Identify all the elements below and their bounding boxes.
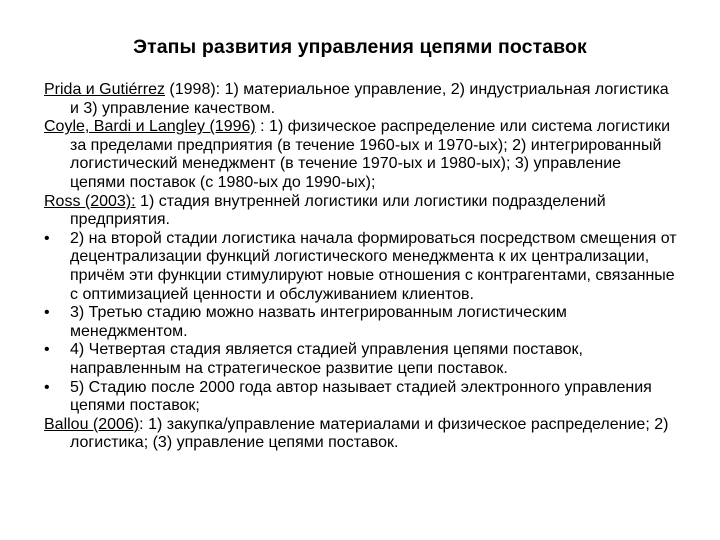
paragraph-ross bbox=[44, 193, 680, 230]
paragraph-text: : 1) физическое распределение или система логистики за пределами предприятия (в течение 1960-ых и 1970-ых); 2) интегрированный логистический менеджмент (в течение 1970-ых и 1980-ых); 3) управление цепями поставок (с 1980-ых до 1990-ых); bbox=[70, 118, 671, 191]
paragraph-prida bbox=[44, 81, 680, 118]
paragraph-text: (1998): 1) материальное управление, 2) индустриальная логистика и 3) управление качеством. bbox=[70, 81, 669, 117]
bullet-text: 2) на второй стадии логистика начала формироваться посредством смещения от децентрализации функций логистического менеджмента к их централизации, причём эти функции стимулируют новые отношения с контрагентами, связанные с оптимизацией ценности и обслуживанием клиентов. bbox=[70, 229, 677, 303]
slide-title: Этапы развития управления цепями поставок bbox=[133, 36, 587, 58]
bullet-dot-icon: • bbox=[44, 341, 50, 359]
paragraph-coyle bbox=[44, 118, 680, 192]
paragraph-text: 1) стадия внутренней логистики или логистики подразделений предприятия. bbox=[70, 192, 606, 229]
slide-content bbox=[44, 81, 680, 453]
paragraph-ballou bbox=[44, 416, 680, 453]
author-reference: Ballou (2006) bbox=[44, 415, 140, 433]
bullet-text: 4) Четвертая стадия является стадией управления цепями поставок, направленным на стратегическое развитие цепи поставок. bbox=[70, 341, 583, 377]
bullet-text: 3) Третью стадию можно назвать интегрированным логистическим менеджментом. bbox=[70, 304, 567, 340]
bullet-dot-icon: • bbox=[44, 378, 50, 396]
bullet-item bbox=[44, 304, 680, 341]
bullet-item bbox=[44, 379, 680, 416]
bullet-item bbox=[44, 230, 680, 304]
bullet-dot-icon: • bbox=[44, 304, 50, 322]
bullet-item bbox=[44, 341, 680, 378]
author-reference: Ross (2003): bbox=[44, 192, 136, 210]
author-reference: Prida и Gutiérrez bbox=[44, 81, 165, 98]
paragraph-text: : 1) закупка/управление материалами и физическое распределение; 2) логистика; (3) управление цепями поставок. bbox=[70, 415, 669, 452]
bullet-dot-icon: • bbox=[44, 229, 50, 247]
author-reference: Coyle, Bardi и Langley (1996) bbox=[44, 118, 256, 136]
bullet-text: 5) Стадию после 2000 года автор называет стадией электронного управления цепями поставок; bbox=[70, 378, 652, 415]
